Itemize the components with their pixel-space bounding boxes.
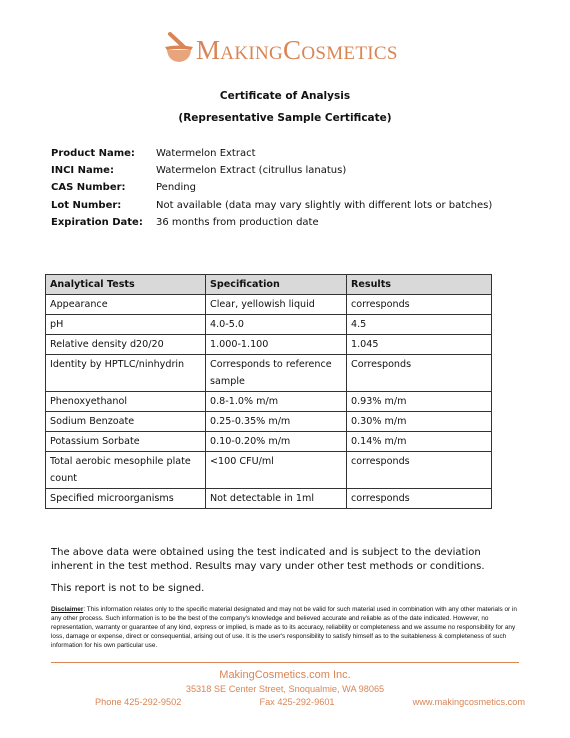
table-cell: 0.8-1.0% m/m bbox=[206, 392, 347, 412]
analysis-table bbox=[45, 274, 492, 509]
table-cell: 1.045 bbox=[347, 335, 492, 355]
table-cell: Appearance bbox=[46, 295, 206, 315]
table-cell: 0.30% m/m bbox=[347, 412, 492, 432]
table-cell: 0.25-0.35% m/m bbox=[206, 412, 347, 432]
table-cell: Potassium Sorbate bbox=[46, 432, 206, 452]
mortar-pestle-icon bbox=[164, 31, 194, 69]
info-value: Watermelon Extract bbox=[156, 148, 256, 160]
table-row bbox=[46, 295, 492, 315]
expiration-date-row bbox=[51, 214, 492, 231]
footer-divider bbox=[51, 662, 519, 663]
table-cell: Relative density d20/20 bbox=[46, 335, 206, 355]
lot-number-row bbox=[51, 197, 492, 214]
inci-name-row bbox=[51, 162, 492, 179]
table-cell: Not detectable in 1ml bbox=[206, 489, 347, 509]
table-cell: 1.000-1.100 bbox=[206, 335, 347, 355]
footer-website-link[interactable]: www.makingcosmetics.com bbox=[412, 697, 525, 707]
table-row bbox=[46, 315, 492, 335]
table-cell: Phenoxyethanol bbox=[46, 392, 206, 412]
signature-note: This report is not to be signed. bbox=[51, 583, 205, 594]
table-row bbox=[46, 392, 492, 412]
disclaimer-label: Disclaimer bbox=[51, 606, 84, 613]
footer-fax: Fax 425-292-9601 bbox=[259, 697, 335, 707]
table-cell: <100 CFU/ml bbox=[206, 452, 347, 489]
footer-address: 35318 SE Center Street, Snoqualmie, WA 98065 bbox=[185, 684, 385, 694]
table-cell: 4.0-5.0 bbox=[206, 315, 347, 335]
table-cell: Corresponds to reference sample bbox=[206, 355, 347, 392]
table-row bbox=[46, 452, 492, 489]
column-header: Results bbox=[347, 275, 492, 295]
table-cell: Total aerobic mesophile plate count bbox=[46, 452, 206, 489]
footer-company: MakingCosmetics.com Inc. bbox=[219, 669, 351, 681]
test-method-note: The above data were obtained using the test indicated and is subject to the deviation inherent in the test method. Results may vary under other test methods or conditions. bbox=[51, 547, 485, 572]
info-label: Expiration Date: bbox=[51, 216, 143, 228]
table-cell: corresponds bbox=[347, 489, 492, 509]
footer-contacts bbox=[95, 697, 525, 707]
info-label: Lot Number: bbox=[51, 199, 122, 211]
cas-number-row bbox=[51, 179, 492, 196]
table-cell: 0.93% m/m bbox=[347, 392, 492, 412]
product-name-row bbox=[51, 145, 492, 162]
product-info bbox=[51, 145, 492, 231]
table-cell: 4.5 bbox=[347, 315, 492, 335]
table-cell: Specified microorganisms bbox=[46, 489, 206, 509]
table-cell: 0.14% m/m bbox=[347, 432, 492, 452]
table-row bbox=[46, 335, 492, 355]
table-cell: 0.10-0.20% m/m bbox=[206, 432, 347, 452]
table-cell: corresponds bbox=[347, 295, 492, 315]
table-cell: pH bbox=[46, 315, 206, 335]
info-value: Not available (data may vary slightly with different lots or batches) bbox=[156, 199, 493, 211]
column-header: Specification bbox=[206, 275, 347, 295]
table-cell: Sodium Benzoate bbox=[46, 412, 206, 432]
info-value: Pending bbox=[156, 182, 196, 194]
table-cell: Corresponds bbox=[347, 355, 492, 392]
table-row bbox=[46, 489, 492, 509]
table-row bbox=[46, 432, 492, 452]
footer-phone: Phone 425-292-9502 bbox=[95, 697, 182, 707]
company-logo bbox=[164, 30, 404, 70]
table-cell: Clear, yellowish liquid bbox=[206, 295, 347, 315]
disclaimer bbox=[51, 606, 521, 651]
document-subtitle: (Representative Sample Certificate) bbox=[178, 112, 392, 124]
info-value: 36 months from production date bbox=[156, 216, 319, 228]
info-label: INCI Name: bbox=[51, 165, 114, 177]
table-header-row bbox=[46, 275, 492, 295]
table-row bbox=[46, 412, 492, 432]
table-row bbox=[46, 355, 492, 392]
info-label: CAS Number: bbox=[51, 182, 126, 194]
disclaimer-text: : This information relates only to the specific material designated and may not be valid for such material used in combination with any other materials or in any other process. Such information is to be the best of the company's knowledge and believed accurate and reliable as of the date indicated. However, no representation, warranty or guarantee of any kind, express or implied, is made as to its accuracy, reliability or completeness and we assume no responsibility for any loss, damage or expense, direct or consequential, arising out of use. It is the user's responsibility to satisfy himself as to the suitableness & completeness of such information for his own particular use. bbox=[51, 606, 517, 649]
logo-text: MakingCosmetics bbox=[196, 34, 398, 65]
info-value: Watermelon Extract (citrullus lanatus) bbox=[156, 165, 347, 177]
info-label: Product Name: bbox=[51, 148, 135, 160]
column-header: Analytical Tests bbox=[46, 275, 206, 295]
table-cell: Identity by HPTLC/ninhydrin bbox=[46, 355, 206, 392]
table-cell: corresponds bbox=[347, 452, 492, 489]
document-title: Certificate of Analysis bbox=[219, 90, 351, 102]
